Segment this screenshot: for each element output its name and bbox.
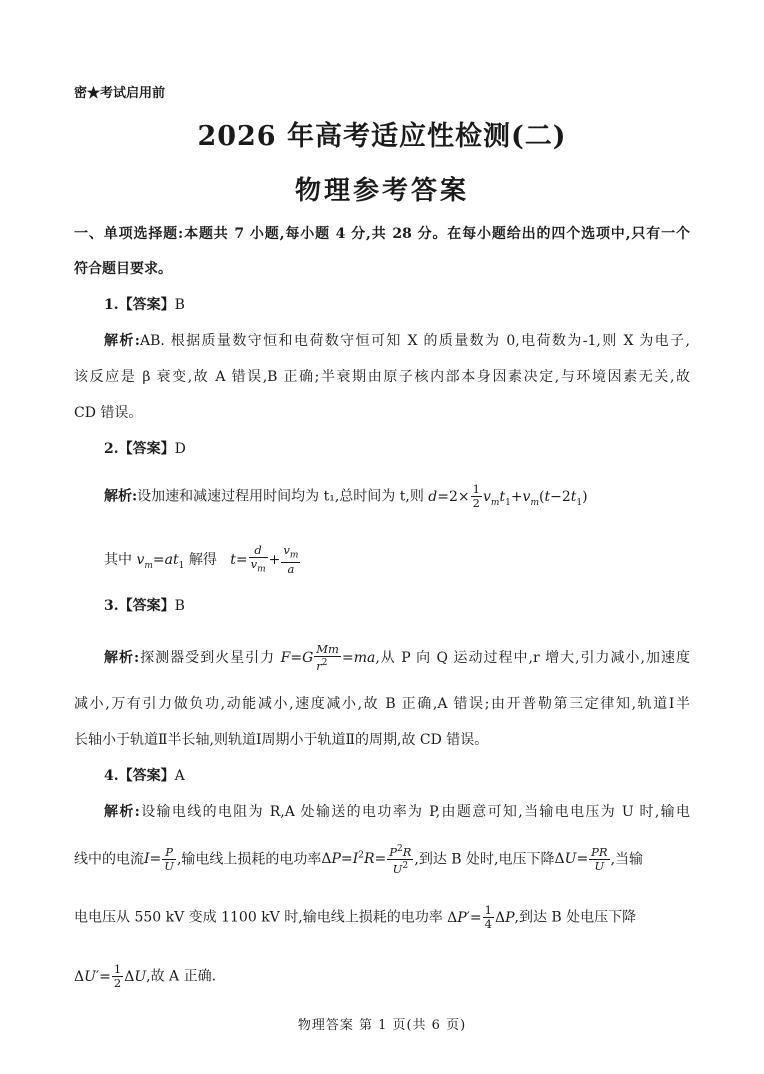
q4-line2-a: 线中的电流 <box>74 851 144 868</box>
page-title: 2026 年高考适应性检测(二) <box>197 121 567 152</box>
q4-analysis-line2 <box>74 843 643 876</box>
q3-answer: B <box>174 598 185 614</box>
q1-line1: AB. 根据质量数守恒和电荷数守恒可知 X 的质量数为 0,电荷数为-1,则 X 为电子, <box>139 333 690 349</box>
section-heading-line1: 一、单项选择题:本题共 7 小题,每小题 4 分,共 28 分。在每小题给出的四个选项中,只有一个 <box>74 226 690 242</box>
q4-answer-line <box>104 766 185 786</box>
q1-analysis-label: 解析: <box>104 333 140 349</box>
q2-line1: 设加速和减速过程用时间均为 t₁,总时间为 t,则 <box>137 488 424 505</box>
q4-line2-b: ,输电线上损耗的电功率 <box>176 851 322 868</box>
q4-line4: ,故 A 正确. <box>146 968 217 985</box>
q3-line1-b: ,从 P 向 Q 运动过程中,r 增大,引力减小,加速度 <box>375 649 690 666</box>
q2-label: 2.【答案】 <box>104 441 175 457</box>
q2-line2-prefix: 其中 <box>104 552 132 569</box>
secret-label: 密★考试启用前 <box>74 86 166 101</box>
q4-line2-d: ,当输 <box>610 851 644 868</box>
q3-analysis-line2: 减小,万有引力做负功,动能减小,速度减小,故 B 正确,A 错误;由开普勒第三定律知,轨道Ⅰ半 <box>74 696 690 712</box>
q4-formula-new-loss: ΔP′= $\frac{1}{4}$ ΔP <box>447 903 515 931</box>
q3-analysis-line3: 长轴小于轨道Ⅱ半长轴,则轨道Ⅰ周期小于轨道Ⅱ的周期,故 CD 错误。 <box>74 732 489 748</box>
q2-formula-vm: $v_m=at_1$ <box>136 552 185 571</box>
q4-formula-new-drop: ΔU′= $\frac{1}{2}$ ΔU <box>74 962 147 990</box>
q2-formula-t: t= $\frac{d}{v_m}$ + $\frac{v_m}{a}$ <box>230 543 299 577</box>
q4-answer: A <box>174 768 185 784</box>
q2-line2-mid: 解得 <box>188 552 217 569</box>
page-subtitle: 物理参考答案 <box>294 176 469 206</box>
q4-line3-a: 电电压从 550 kV 变成 1100 kV 时,输电线上损耗的电功率 <box>74 909 443 926</box>
section-heading-line2: 符合题目要求。 <box>74 261 172 277</box>
q1-label: 1.【答案】 <box>104 297 175 313</box>
q2-analysis-line1 <box>104 483 588 512</box>
page-footer: 物理答案 第 1 页(共 6 页) <box>297 1018 467 1033</box>
q4-analysis-label: 解析: <box>104 804 140 820</box>
q1-answer: B <box>174 297 185 313</box>
q2-formula-d: d=2× $\frac{1}{2}$ $v_mt_1+v_m(t-2t_1)$ <box>428 482 588 510</box>
q3-formula-gravity: F=G $\frac{Mm}{r^2}$ =ma <box>280 642 376 673</box>
q4-formula-drop: ΔU= $\frac{PR}{U}$ <box>554 844 608 873</box>
q1-analysis-line3: CD 错误。 <box>74 405 143 421</box>
q4-formula-loss: $\Delta P=I^2R=$ $\frac{P^2R}{U^2}$ <box>321 844 412 876</box>
q1-analysis-line2: 该反应是 β 衰变,故 A 错误,B 正确;半衰期由原子核内部本身因素决定,与环境因素无关,故 <box>74 369 690 385</box>
q4-line1: 设输电线的电阻为 R,A 处输送的电功率为 P,由题意可知,当输电电压为 U 时,输电 <box>139 804 690 820</box>
q4-formula-current: I= $\frac{P}{U}$ <box>144 844 174 873</box>
q2-answer-line <box>104 439 186 459</box>
q4-label: 4.【答案】 <box>104 768 175 784</box>
q4-line3-b: ,到达 B 处电压下降 <box>514 909 637 926</box>
q1-analysis-line1 <box>104 331 690 351</box>
q2-analysis-label: 解析: <box>104 488 138 505</box>
q4-analysis-line3 <box>74 904 636 931</box>
q3-analysis-line1 <box>104 643 690 673</box>
q4-analysis-line4 <box>74 963 216 990</box>
q3-label: 3.【答案】 <box>104 598 175 614</box>
q4-line2-c: ,到达 B 处时,电压下降 <box>414 851 555 868</box>
q3-line1-a: 探测器受到火星引力 <box>139 649 276 666</box>
q3-answer-line <box>104 596 185 616</box>
q3-analysis-label: 解析: <box>104 649 140 666</box>
q1-answer-line <box>104 295 185 315</box>
q2-analysis-line2 <box>104 544 301 576</box>
q4-analysis-line1 <box>104 802 690 822</box>
q2-answer: D <box>174 441 186 457</box>
